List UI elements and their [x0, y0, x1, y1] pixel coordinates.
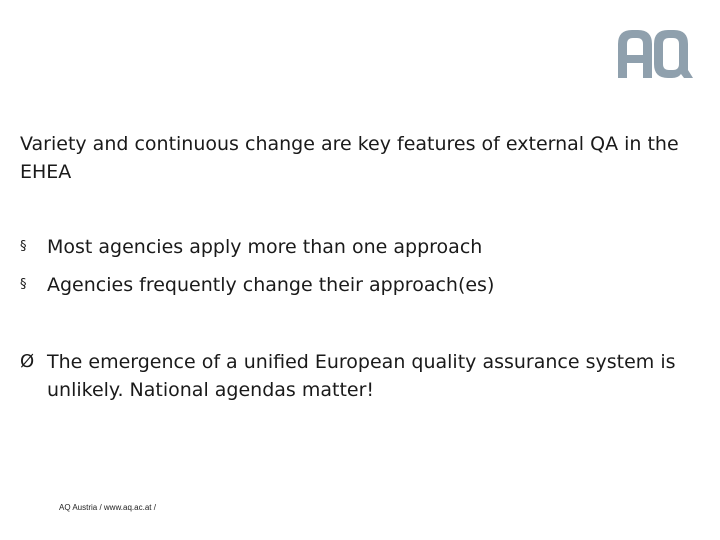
bullet-text: Agencies frequently change their approach(es) — [47, 274, 495, 296]
bullet-marker: § — [20, 277, 27, 292]
bullet-list — [20, 233, 700, 309]
conclusion-text: The emergence of a unified European quality assurance system is unlikely. National agendas matter! — [47, 351, 676, 401]
footer-text: AQ Austria / www.aq.ac.at / — [59, 503, 156, 512]
bullet-item — [20, 233, 700, 261]
aq-logo — [614, 26, 694, 82]
logo-letter-a — [618, 30, 652, 78]
slide-heading: Variety and continuous change are key features of external QA in the EHEA — [20, 133, 679, 183]
logo-letter-q — [654, 30, 693, 78]
bullet-item — [20, 271, 700, 299]
conclusion-item — [20, 348, 700, 404]
bullet-text: Most agencies apply more than one approach — [47, 236, 483, 258]
arrow-bullet-icon: Ø — [20, 351, 35, 372]
bullet-marker: § — [20, 239, 27, 254]
